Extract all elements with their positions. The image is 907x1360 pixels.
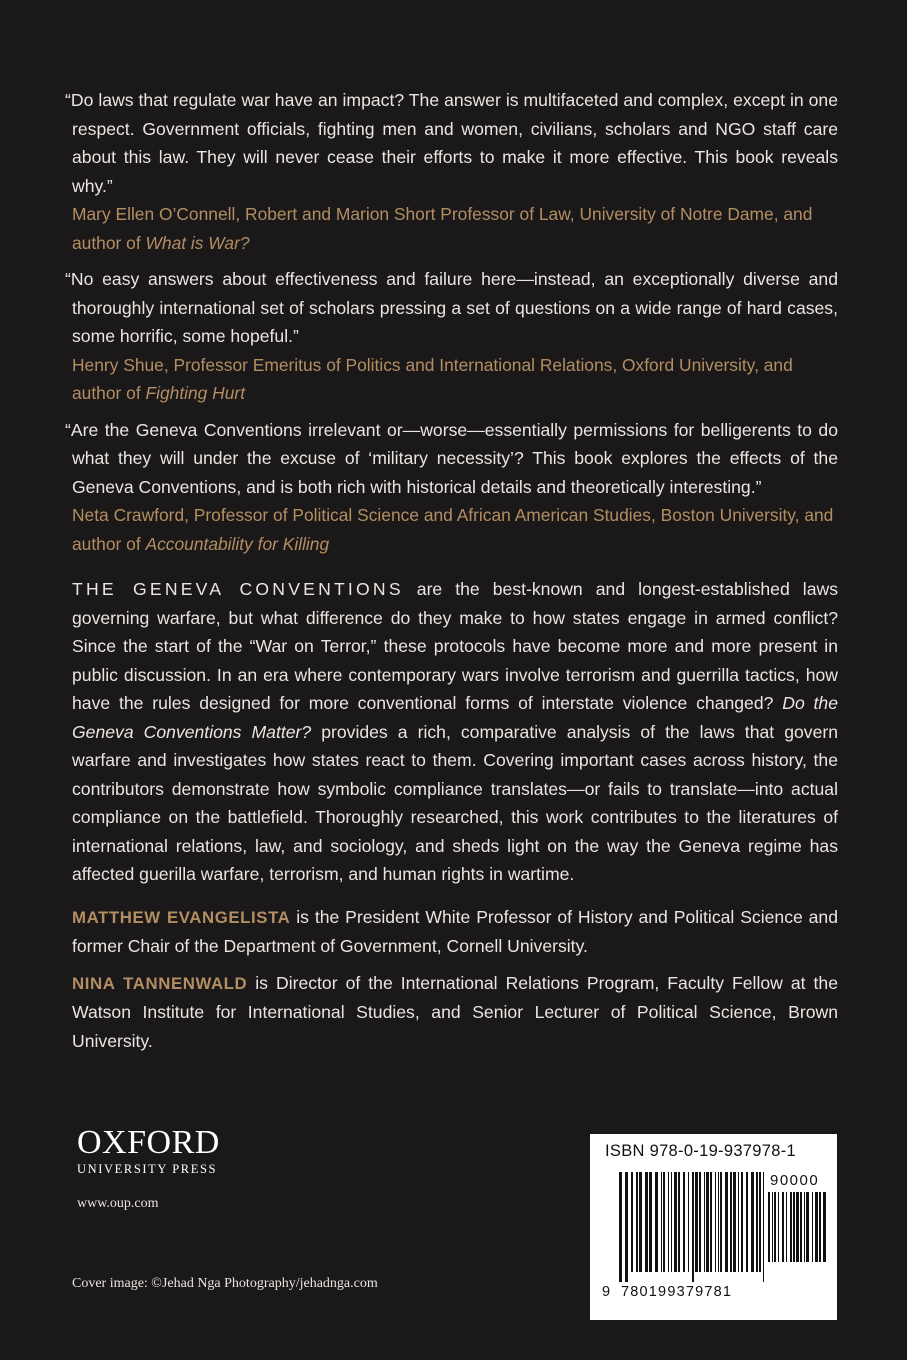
endorsement-quote [65, 86, 838, 257]
endorsement-quote [65, 265, 838, 408]
author-bio: MATTHEW EVANGELISTA is the President White Professor of History and Political Science and former Chair of the Department of Government, Cornell University. [72, 906, 839, 956]
barcode-bar [695, 1172, 698, 1272]
barcode-icon [619, 1172, 765, 1282]
barcode-bar [692, 1172, 694, 1282]
author-name: MATTHEW EVANGELISTA [72, 907, 291, 927]
barcode-first-digit: 9 [602, 1284, 612, 1300]
barcode-bar [796, 1192, 799, 1262]
barcode-bar [639, 1172, 642, 1272]
barcode-bar [756, 1172, 758, 1272]
barcode-bar [763, 1172, 764, 1282]
barcode-digit-string: 780199379781 [621, 1284, 733, 1300]
barcode-bar [746, 1172, 748, 1272]
barcode-bar [663, 1172, 665, 1272]
barcode-bar [649, 1172, 652, 1272]
barcode-bar [704, 1172, 705, 1272]
barcode-bar [720, 1172, 722, 1272]
barcode-bar [778, 1192, 779, 1262]
barcode-bar [772, 1192, 773, 1262]
barcode-bar [815, 1192, 818, 1262]
barcode-bar [782, 1192, 784, 1262]
barcode-bar [790, 1192, 792, 1262]
quote-work-title: What is War? [145, 232, 250, 253]
barcode-bar [671, 1172, 672, 1272]
barcode-bar [786, 1192, 787, 1262]
barcode-bar [738, 1172, 739, 1272]
barcode-bar [741, 1172, 743, 1272]
barcode-bar [683, 1172, 685, 1272]
quote-attribution: Mary Ellen O’Connell, Robert and Marion Short Professor of Law, University of Notre Dame, and author of What is War? [72, 204, 813, 253]
cover-image-credit: Cover image: ©Jehad Nga Photography/jehadnga.com [72, 1276, 378, 1291]
barcode-bar [710, 1172, 712, 1272]
publisher-subtitle: UNIVERSITY PRESS [77, 1162, 218, 1176]
quote-attribution: Neta Crawford, Professor of Political Science and African American Studies, Boston University, and author of Accountability for Killing [72, 505, 834, 554]
barcode-bar [674, 1172, 677, 1272]
barcode-bar [631, 1172, 633, 1272]
quote-text: “No easy answers about effectiveness and failure here—instead, an exceptionally diverse and thoroughly international set of scholars pressing a set of questions on a wide range of hard cases, some horrific, some hopeful.” [65, 269, 838, 346]
barcode-panel [590, 1134, 837, 1320]
barcode-bar [733, 1172, 736, 1272]
barcode-bar [823, 1192, 826, 1262]
publisher-website: www.oup.com [77, 1196, 159, 1211]
barcode-bar [812, 1192, 813, 1262]
publisher-name: OXFORD [77, 1124, 220, 1161]
barcode-bar [636, 1172, 638, 1272]
barcode-bar [645, 1172, 648, 1272]
barcode-bar [800, 1192, 802, 1262]
book-title: Do the Geneva Conventions Matter? [72, 693, 838, 742]
barcode-addon-number: 90000 [770, 1172, 820, 1189]
barcode-bar [819, 1192, 821, 1262]
barcode-bar [759, 1172, 761, 1272]
barcode-bar [655, 1172, 658, 1272]
blurb-lead: THE GENEVA CONVENTIONS [72, 579, 404, 599]
author-bio: NINA TANNENWALD is Director of the International Relations Program, Faculty Fellow at the Watson Institute for International Studies, and Senior Lecturer of Political Science, Brown University. [72, 972, 838, 1051]
barcode-bar [774, 1192, 776, 1262]
barcode-bar [699, 1172, 701, 1272]
barcode-bar [793, 1192, 795, 1262]
book-description: THE GENEVA CONVENTIONS are the best-known and longest-established laws governing warfare, but what difference do they make to how states engage in armed conflict? Since the start of the “War on Terror,” these protocols have become more and more present in public discussion. In an era where contemporary wars involve terrorism and guerrilla tactics, how have the rules designed for more conventional forms of interstate violence changed? Do the Geneva Conventions Matter? provides a rich, comparative analysis of the laws that govern warfare and investigates how states react to them. Covering important cases across history, the contributors demonstrate how symbolic compliance translates—or fails to translate—into actual compliance on the battlefield. Thoroughly researched, this work contributes to the literatures of international relations, law, and sociology, and sheds light on the way the Geneva regime has affected guerilla warfare, terrorism, and human rights in wartime. [72, 579, 838, 884]
isbn-number: ISBN 978-0-19-937978-1 [605, 1142, 796, 1160]
author-name: NINA TANNENWALD [72, 973, 248, 993]
barcode-bar [619, 1172, 622, 1282]
endorsement-quote [65, 416, 838, 559]
quote-work-title: Accountability for Killing [145, 533, 330, 554]
barcode-bar [688, 1172, 689, 1272]
barcode-bar [806, 1192, 809, 1262]
barcode-bar [725, 1172, 728, 1272]
publisher-logo [77, 1125, 220, 1177]
barcode-addon-icon [768, 1192, 828, 1282]
barcode-bar [706, 1172, 709, 1272]
barcode-bar [625, 1172, 628, 1282]
barcode-bar [804, 1192, 805, 1262]
back-cover-text [65, 86, 839, 1055]
quote-text: “Do laws that regulate war have an impact? The answer is multifaceted and complex, except in one respect. Government officials, fighting men and women, civilians, scholars and NGO staff care about this law. They will never cease their efforts to make it more effective. This book reveals why.” [65, 90, 838, 196]
quote-attribution: Henry Shue, Professor Emeritus of Politics and International Relations, Oxford University, and author of Fighting Hurt [72, 354, 793, 403]
barcode-bar [768, 1192, 770, 1262]
barcode-bar [661, 1172, 662, 1272]
barcode-bar [751, 1172, 754, 1272]
quote-work-title: Fighting Hurt [145, 383, 246, 403]
barcode-bar [730, 1172, 732, 1272]
barcode-bar [678, 1172, 680, 1272]
barcode-bar [718, 1172, 719, 1272]
barcode-bar [668, 1172, 669, 1272]
barcode-bar [715, 1172, 716, 1272]
quote-text: “Are the Geneva Conventions irrelevant or—worse—essentially permissions for belligerents to do what they will under the excuse of ‘military necessity’? This book explores the effects of the Geneva Conventions, and is both rich with historical details and theoretically interesting.” [65, 419, 838, 497]
